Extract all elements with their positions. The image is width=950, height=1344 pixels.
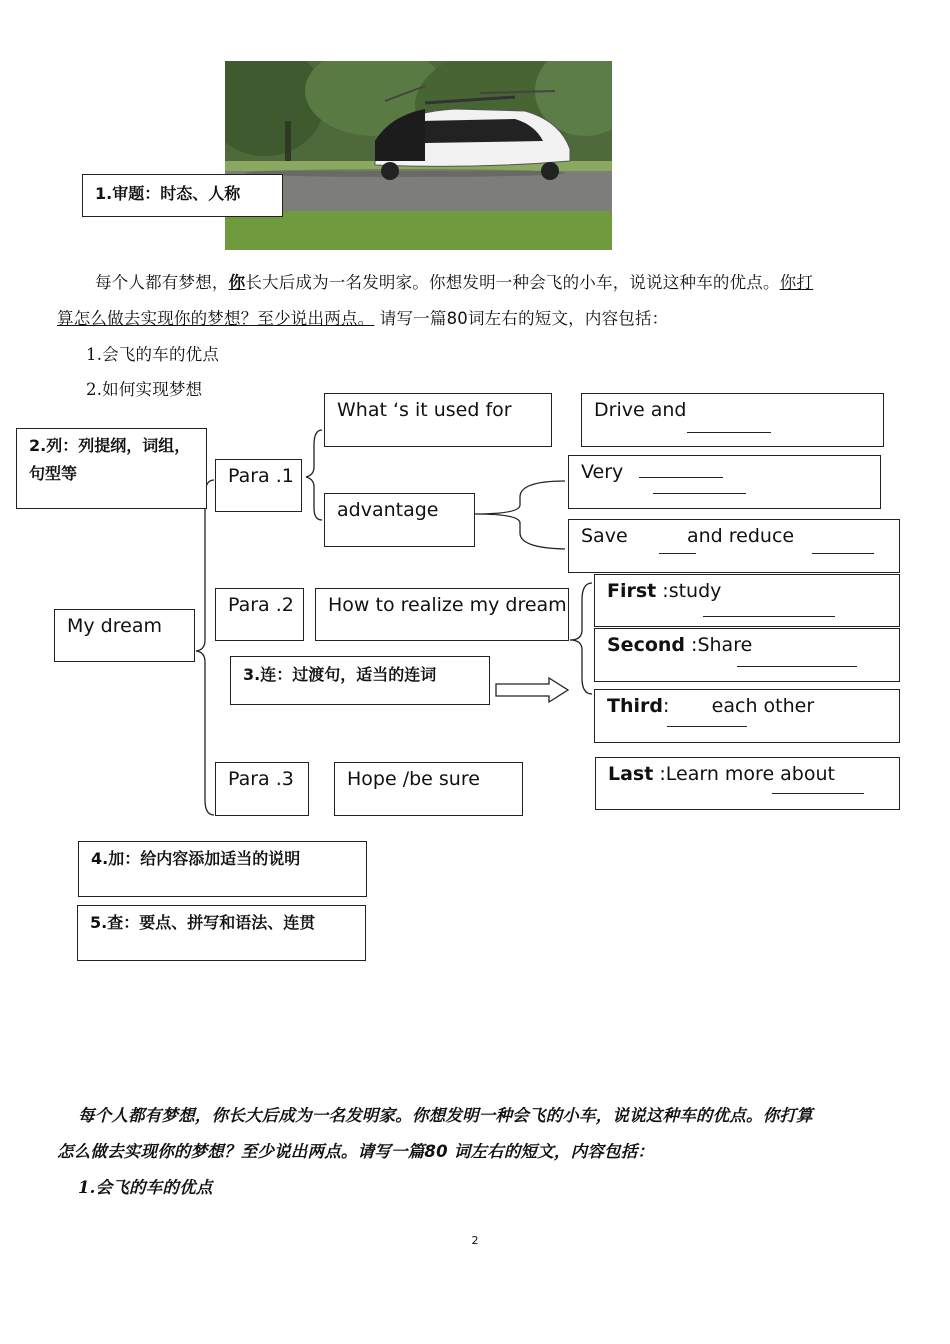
prompt-text: 算怎么做去实现你的梦想？至少说出两点。 — [57, 309, 375, 328]
bottom-text: 词左右的短文，内容包括： — [447, 1142, 655, 1161]
step2-label-line2: 句型等 — [29, 464, 78, 483]
page-number: 2 — [471, 1234, 479, 1247]
answer-blank — [812, 553, 874, 554]
very-label: Very — [581, 461, 624, 483]
third-box — [594, 689, 900, 743]
hope-box — [334, 762, 523, 816]
second-box — [594, 628, 900, 682]
how-label: How to realize my dream — [328, 594, 567, 616]
prompt-text: 每个人都有梦想， — [95, 273, 229, 292]
para1-label: Para .1 — [228, 465, 294, 487]
answer-blank — [772, 793, 864, 794]
para3-label: Para .3 — [228, 768, 294, 790]
prompt-item-1: 1.会飞的车的优点 — [86, 345, 220, 364]
para3-box — [215, 762, 309, 816]
first-bold: First — [607, 580, 657, 602]
prompt-text: 你打 — [779, 273, 814, 292]
step3-label: 3.连：过渡句，适当的连词 — [243, 665, 437, 684]
para1-box — [215, 459, 302, 512]
root-box — [54, 609, 195, 662]
answer-blank — [703, 616, 835, 617]
bottom-text: 80 — [424, 1142, 448, 1161]
step4-box — [78, 841, 367, 897]
second-text: :Share — [685, 634, 753, 656]
first-line — [607, 580, 721, 603]
save-box — [568, 519, 900, 573]
answer-blank — [639, 477, 723, 478]
drive-box — [581, 393, 884, 447]
used-for-label: What ‘s it used for — [337, 399, 512, 421]
para2-label: Para .2 — [228, 594, 294, 616]
third-text: : each other — [662, 695, 815, 717]
last-line — [608, 763, 835, 786]
and-reduce-label: and reduce — [687, 525, 795, 547]
second-bold: Second — [607, 634, 686, 656]
last-bold: Last — [608, 763, 654, 785]
answer-blank — [687, 432, 771, 433]
step5-label: 5.查：要点、拼写和语法、连贯 — [90, 913, 316, 932]
very-box — [568, 455, 881, 509]
first-box — [594, 574, 900, 627]
last-box — [595, 757, 900, 810]
bottom-text: 怎么做去实现你的梦想？至少说出两点。请写一篇 — [57, 1142, 425, 1161]
advantage-label: advantage — [337, 499, 439, 521]
answer-blank — [653, 493, 746, 494]
root-label: My dream — [67, 615, 162, 637]
step4-label: 4.加：给内容添加适当的说明 — [91, 849, 301, 868]
advantage-box — [324, 493, 475, 547]
save-label: Save — [581, 525, 628, 547]
step2-box — [16, 428, 207, 509]
bottom-line-1: 每个人都有梦想，你长大后成为一名发明家。你想发明一种会飞的小车，说说这种车的优点。你打算 — [78, 1106, 813, 1125]
bottom-line-2 — [57, 1134, 654, 1170]
answer-blank — [737, 666, 857, 667]
how-box — [315, 588, 569, 641]
second-line — [607, 634, 752, 657]
bottom-item-1: 1.会飞的车的优点 — [78, 1178, 213, 1197]
step1-label: 1.审题：时态、人称 — [95, 184, 241, 203]
first-text: :study — [656, 580, 722, 602]
answer-blank — [659, 553, 696, 554]
used-for-box — [324, 393, 552, 447]
answer-blank — [667, 726, 747, 727]
step2-label-line1: 2.列：列提纲，词组， — [29, 436, 191, 455]
last-text: :Learn more about — [653, 763, 835, 785]
step3-box — [230, 656, 490, 705]
para2-box — [215, 588, 304, 641]
third-bold: Third — [607, 695, 663, 717]
drive-label: Drive and — [594, 399, 687, 421]
prompt-text: 词左右的短文，内容包括： — [467, 309, 669, 328]
prompt-text: 请写一篇 — [379, 309, 447, 328]
prompt-item-2: 2.如何实现梦想 — [86, 380, 203, 399]
third-line — [607, 695, 814, 718]
prompt-text: 80 — [446, 309, 468, 328]
prompt-text: 长大后成为一名发明家。你想发明一种会飞的小车，说说这种车的优点。 — [245, 273, 780, 292]
step5-box — [77, 905, 366, 961]
prompt-text: 你 — [228, 273, 246, 292]
hope-label: Hope /be sure — [347, 768, 480, 790]
